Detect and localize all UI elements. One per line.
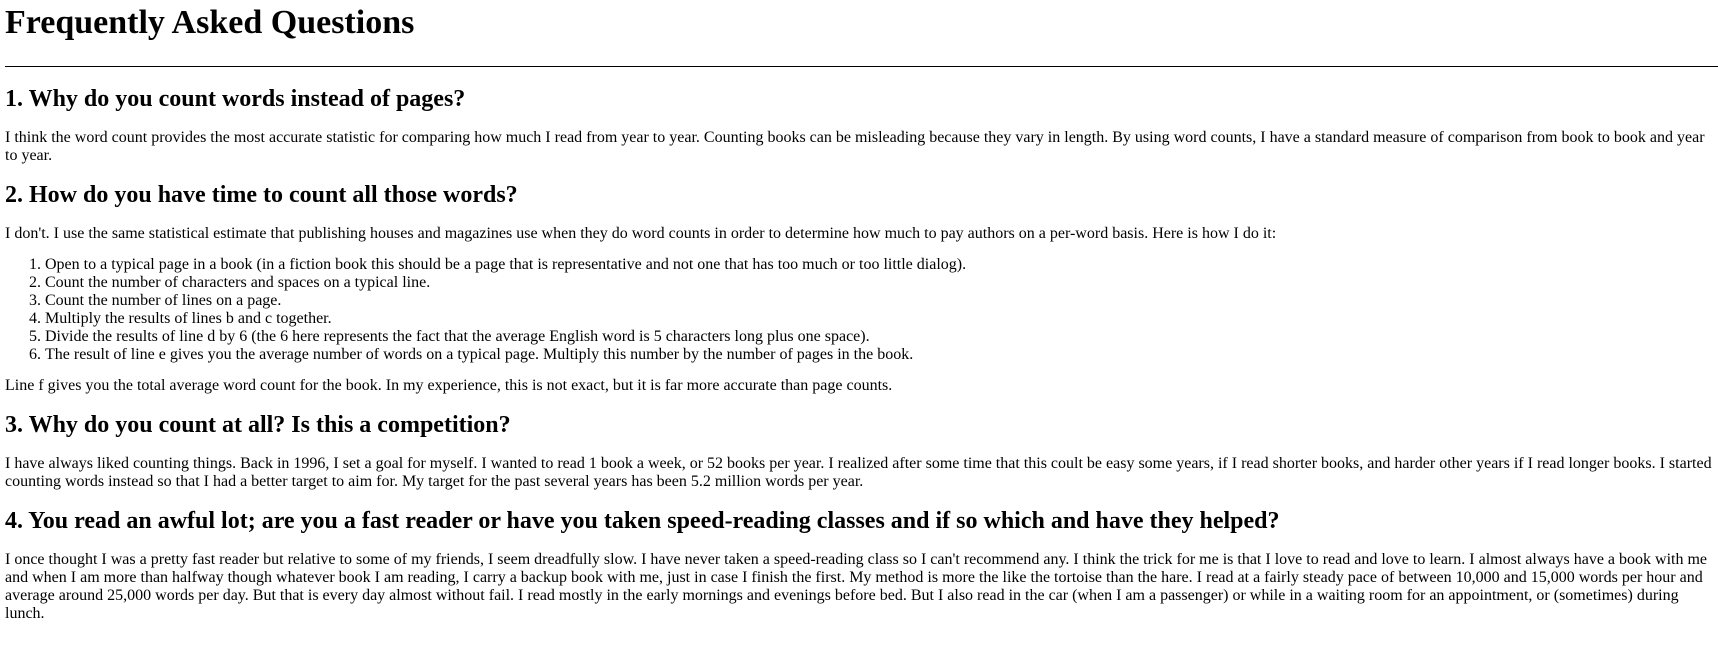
faq-question-1: 1. Why do you count words instead of pages?	[5, 86, 466, 112]
faq-question-4: 4. You read an awful lot; are you a fast reader or have you taken speed-reading classes and if so which and have they helped?	[5, 508, 1280, 534]
faq-answer-3: I have always liked counting things. Back in 1996, I set a goal for myself. I wanted to read 1 book a week, or 52 books per year. I realized after some time that this coult be easy some years, if I read shorter books, and harder other years if I read longer books. I started counting words instead so that I had a better target to aim for. My target for the past several years has been 5.2 million words per year.	[5, 455, 1712, 490]
faq-answer-4: I once thought I was a pretty fast reader but relative to some of my friends, I seem dreadfully slow. I have never taken a speed-reading class so I can't recommend any. I think the trick for me is that I love to read and love to learn. I almost always have a book with me and when I am more than halfway though whatever book I am reading, I carry a backup book with me, just in case I finish the first. My method is more the like the tortoise than the hare. I read at a fairly steady pace of between 10,000 and 15,000 words per hour and average around 25,000 words per day. But that is every day almost without fail. I read mostly in the early mornings and evenings before bed. But I also read in the car (when I am a passenger) or while in a waiting room for an appointment, or (sometimes) during lunch.	[5, 551, 1708, 622]
step-item: 5. Divide the results of line d by 6 (the 6 here represents the fact that the average English word is 5 characters long plus one space).	[45, 328, 1718, 346]
step-item: 1. Open to a typical page in a book (in a fiction book this should be a page that is representative and not one that has too much or too little dialog).	[45, 256, 1718, 274]
faq-question-2: 2. How do you have time to count all those words?	[5, 182, 518, 208]
faq-question-3: 3. Why do you count at all? Is this a competition?	[5, 412, 511, 438]
step-item: 3. Count the number of lines on a page.	[45, 292, 1718, 310]
word-count-steps	[5, 256, 1718, 364]
step-item: 4. Multiply the results of lines b and c together.	[45, 310, 1718, 328]
step-item: 2. Count the number of characters and spaces on a typical line.	[45, 274, 1718, 292]
step-item: 6. The result of line e gives you the average number of words on a typical page. Multiply this number by the number of pages in the book.	[45, 346, 1718, 364]
faq-answer-2: I don't. I use the same statistical estimate that publishing houses and magazines use when they do word counts in order to determine how much to pay authors on a per-word basis. Here is how I do it:	[5, 225, 1277, 242]
faq-answer-1: I think the word count provides the most accurate statistic for comparing how much I read from year to year. Counting books can be misleading because they vary in length. By using word counts, I have a standard measure of comparison from book to book and year to year.	[5, 129, 1705, 164]
faq-followup-2: Line f gives you the total average word count for the book. In my experience, this is not exact, but it is far more accurate than page counts.	[5, 377, 893, 394]
title-divider	[5, 66, 1718, 67]
page-title: Frequently Asked Questions	[5, 4, 415, 41]
